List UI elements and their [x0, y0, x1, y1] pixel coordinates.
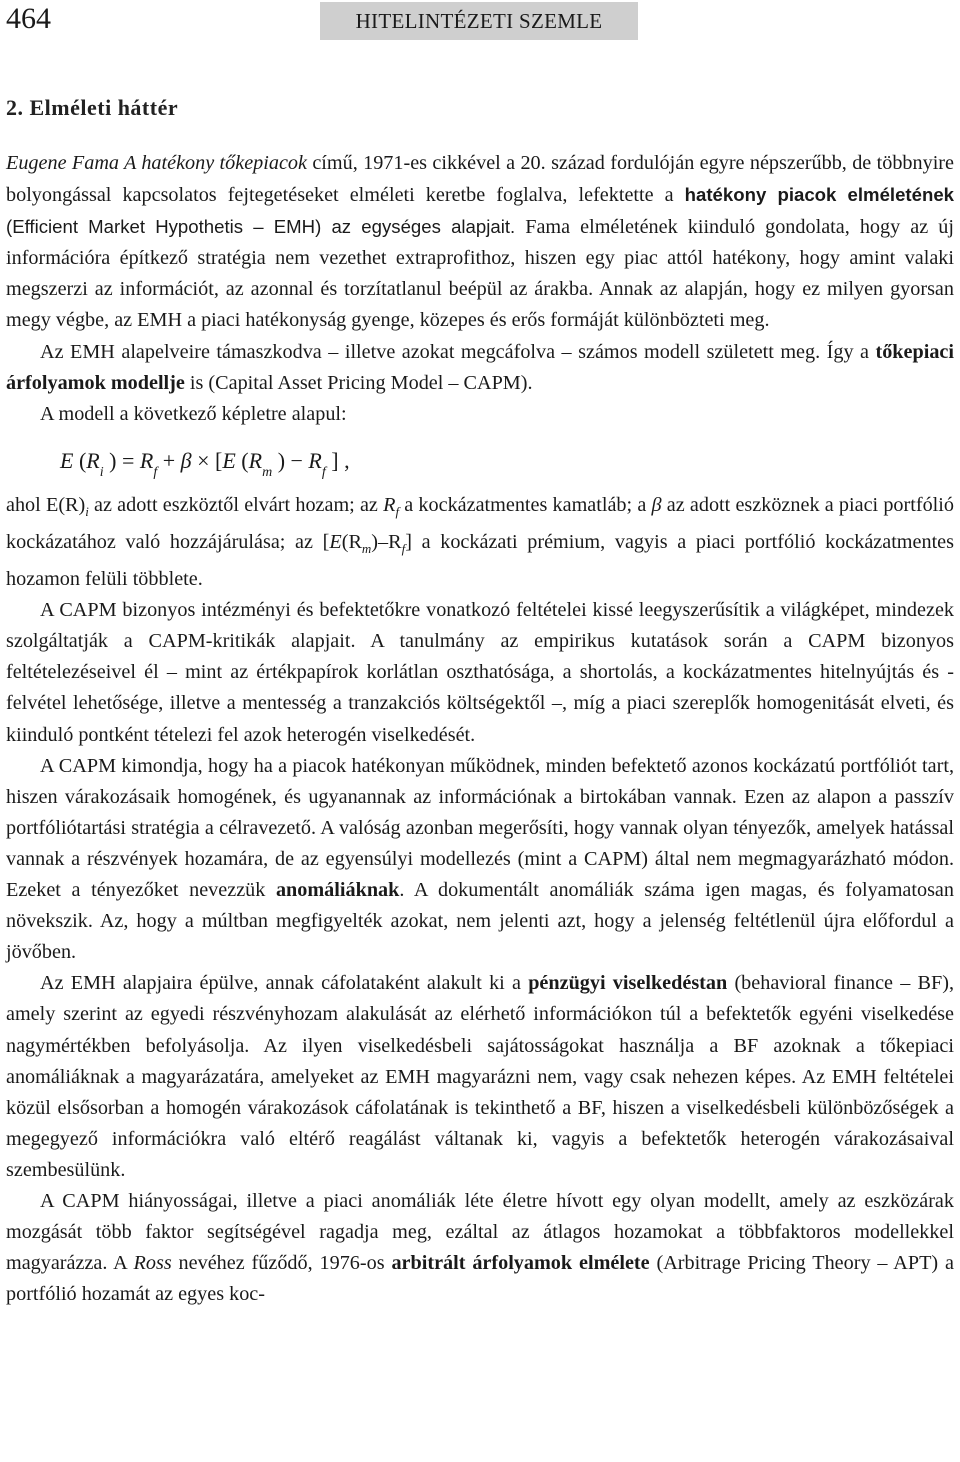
subscript: i [85, 503, 89, 519]
formula-part: + [157, 447, 181, 473]
text-span: az adott eszköztől elvárt hozam; az [88, 493, 384, 516]
text-span: (behavioral finance – BF), amely szerint az egyedi részvényhozam alakulását az elérhető információkon túl a befektetők egyéni viselkedése nagymértékben befolyásolja. Az ilyen viselkedésbeli sajátosságokat használja a BF azoknak a tőkepiaci anomáliáknak a magyarázatára, amelyeket az EMH magyarázni nem, vagy csak nehezen képes. Az EMH feltételei közül elsősorban a homogén várakozások cáfolatának is tekinthető a BF, hiszen a viselkedésbeli különbözőségek a megegyező információkra való eltérő reagálást váltanak ki, vagyis a befektetők heterogén várakozásaival szembesülünk. [6, 972, 954, 1181]
bold-term: pénzügyi viselkedéstan [528, 972, 728, 995]
text-span: E [329, 530, 342, 553]
formula-part: E [60, 447, 74, 473]
text-span: az adott eszköznek a piaci portfólió kockázatához való hozzájárulása; az [ [6, 493, 954, 553]
paragraph-formula-intro: A modell a következő képletre alapul: [40, 402, 347, 425]
text-span: (Arbitrage Pricing Theory – APT) a portfólió hozamát az egyes koc- [6, 1252, 954, 1306]
formula-subscript: f [153, 464, 158, 480]
text-span: (R [341, 530, 362, 553]
formula-part: E [222, 447, 236, 473]
formula-part: ( [235, 447, 249, 473]
bold-term: hatékony piacok elméletének [684, 184, 954, 206]
paragraph-formula-legend [6, 490, 954, 595]
formula-part: R [248, 447, 263, 473]
text-span: ahol [6, 493, 46, 516]
text-span: (R) [58, 493, 86, 516]
text-span: E [45, 493, 59, 516]
text-span: R [383, 493, 396, 516]
subscript: m [361, 541, 372, 556]
text-span: nevéhez fűződő, 1976-os [171, 1252, 392, 1275]
page-header [0, 0, 960, 40]
text-span: ] a kockázati prémium, vagyis a piaci portfólió kockázatmentes hozamon felüli többlete. [6, 530, 954, 591]
paragraph-intro [6, 148, 954, 337]
subscript: f [395, 503, 400, 519]
formula-subscript: f [321, 464, 326, 480]
paragraph-behavioral-finance [6, 968, 954, 1186]
bold-term: arbitrált árfolyamok elmélete [391, 1252, 650, 1275]
text-span: is (Capital Asset Pricing Model – CAPM). [184, 371, 533, 394]
paragraph-apt [6, 1186, 954, 1310]
text-span: A CAPM kimondja, hogy ha a piacok hatékonyan működnek, minden befektető azonos kockázatú portfóliót tart, hiszen várakozásaik homogének, és ugyanannak az információnak a birtokában vannak. Ezen az alapon a passzív portfóliótartási stratégia a célravezető. A valóság azonban megerősíti, hogy vannak olyan tényezők, amelyek hatással vannak a részvények hozamára, de az egyensúlyi modellezés (mint a CAPM) által nem megmagyarázható módon. Ezeket a tényezőket nevezzük [6, 754, 954, 902]
text-span: (Efficient Market Hypothetis – EMH) az egységes alapjait. [6, 216, 516, 238]
body-text [6, 148, 954, 1310]
text-span: Fama elméletének kiinduló gondolata, hogy az új információra építkező stratégia nem vezethet extraprofithoz, hiszen egy piac attól hatékony, hogy amint valaki megszerzi az információt, az azonnal és torzítatlanul beépül az árakba. Annak az alapján, hogy ez milyen gyorsan megy végbe, az EMH a piaci hatékonyság gyenge, közepes és erős formáját különbözteti meg. [6, 216, 954, 332]
text-span: című, 1971-es cikkével a 20. század fordulóján egyre népszerűbb, de többnyire bolyongással kapcsolatos fejtegetéseket elméleti keretbe foglalva, lefektette a [6, 152, 954, 207]
text-span: Az EMH alapjaira épülve, annak cáfolataként alakult ki a [40, 972, 529, 995]
formula-part: R [139, 447, 154, 473]
text-span: R [388, 530, 402, 553]
formula-part: ] , [325, 447, 350, 473]
formula-subscript: i [99, 464, 104, 480]
text-span: a kockázatmentes kamatláb; a [399, 493, 652, 516]
paragraph-anomalies [6, 751, 954, 969]
paragraph-capm-conditions: A CAPM bizonyos intézményi és befektetőkre vonatkozó feltételei kissé leegyszerűsítik a világképet, mindezek szolgáltatják a CAPM-kritikák alapjait. A tanulmány az empirikus kutatások során a CAPM bizonyos feltételezéseivel él – mint az értékpapírok korlátlan oszthatósága, a shortolás, a kockázatmentes hitelnyújtás és -felvétel lehetősége, illetve a mentesség a tranzakciós költségektől –, míg a piaci szereplők homogenitását elveti, és kiinduló pontként tételezi fel azok heterogén viselkedését. [6, 599, 954, 746]
formula-part: ) − [272, 447, 309, 473]
page-number: 464 [6, 2, 51, 35]
formula-part: R [86, 447, 100, 473]
text-span: Az EMH alapelveire támaszkodva – illetve azokat megcáfolva – számos modell született meg. Így a [40, 340, 876, 363]
formula-part: ( [73, 447, 87, 473]
bold-term: tőkepiaci árfolyamok modellje [6, 340, 954, 394]
subscript: f [401, 541, 406, 556]
italic-text: Ross [133, 1252, 172, 1275]
formula-subscript: m [262, 464, 273, 480]
text-span: . A dokumentált anomáliák száma igen magas, és folyamatosan növekszik. Az, hogy a múltban megfigyelték azokat, nem jelenti azt, hogy a jelenség feltétlenül újra előfordul a jövőben. [6, 879, 954, 964]
text-span: A CAPM hiányosságai, illetve a piaci anomáliák léte életre hívott egy olyan modellt, amely az eszközárak mozgását több faktor segítségével ragadja meg, ezáltal az átlagos hozamokat a többfaktoros modellekkel magyarázza. A [6, 1189, 954, 1275]
paragraph-emh [6, 337, 954, 399]
italic-text: Eugene Fama A hatékony tőkepiacok [6, 152, 307, 174]
formula-part: R [308, 447, 322, 473]
text-span: β [651, 493, 662, 516]
formula-part: × [ [191, 447, 223, 473]
formula-part: ) = [103, 447, 140, 473]
section-title: 2. Elméleti háttér [6, 95, 179, 120]
text-span: )– [371, 530, 389, 553]
running-head: HITELINTÉZETI SZEMLE [320, 2, 638, 40]
capm-formula [6, 432, 954, 490]
bold-term: anomáliáknak [275, 879, 400, 902]
formula-part: β [180, 447, 192, 473]
